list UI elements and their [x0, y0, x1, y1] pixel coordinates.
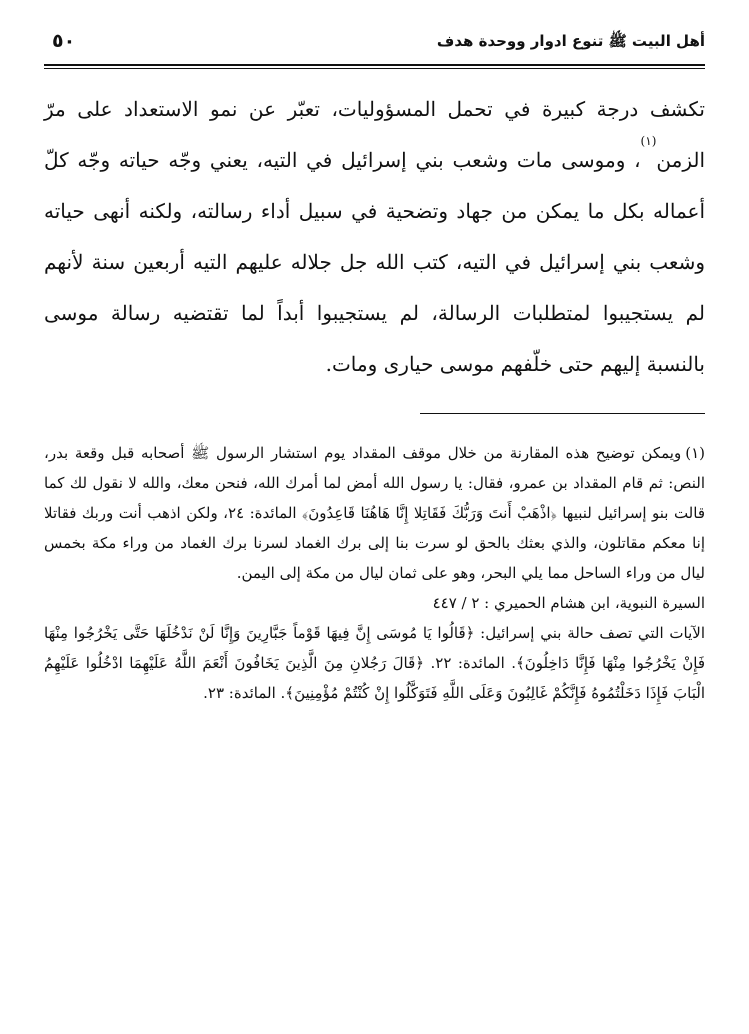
footnote-reference: (١) — [640, 134, 657, 148]
header-rule — [44, 64, 705, 69]
main-text — [44, 84, 705, 390]
footnote-paragraph-2: الآيات التي تصف حالة بني إسرائيل: ﴿قَالُوا يَا مُوسَى إِنَّ فِيهَا قَوْماً جَبَّارِينَ وَإِنَّا لَنْ نَدْخُلَهَا حَتَّى يَخْرُجُوا مِنْهَا فَإِنْ يَخْرُجُوا مِنْهَا فَإِنَّا دَاخِلُونَ﴾. المائدة: ٢٢. ﴿قَالَ رَجُلانِ مِنَ الَّذِينَ يَخَافُونَ أَنْعَمَ اللَّهُ عَلَيْهِمَا ادْخُلُوا عَلَيْهِمُ الْبَابَ فَإِذَا دَخَلْتُمُوهُ فَإِنَّكُمْ غَالِبُونَ وَعَلَى اللَّهِ فَتَوَكَّلُوا إِنْ كُنْتُمْ مُؤْمِنِينَ﴾. المائدة: ٢٣. — [44, 624, 705, 702]
footnote-citation: السيرة النبوية، ابن هشام الحميري : ٢ / ٤٤٧ — [432, 594, 705, 612]
page-number: ٥٠ — [52, 30, 76, 52]
page-header — [44, 30, 705, 64]
running-title: أهل البيت ﷺ تنوع ادوار ووحدة هدف — [436, 32, 705, 50]
main-text-part-1: تكشف درجة كبيرة في تحمل المسؤوليات، تعبّر عن نمو الاستعداد على مرّ الزمن — [44, 97, 705, 172]
main-paragraph — [44, 84, 705, 390]
footnote-marker: (١) — [685, 444, 705, 462]
footnote — [44, 438, 705, 708]
footnote-text-1: ويمكن توضيح هذه المقارنة من خلال موقف المقداد يوم استشار الرسول ﷺ أصحابه قبل وقعة بدر، النص: ثم قام المقداد بن عمرو، فقال: يا رسول الله أمض لما أمرك الله، فنحن معك، والله لا نقول لك كما قالت بنو إسرائيل لنبيها ﴿اذْهَبْ أَنتَ وَرَبُّكَ فَقَاتِلا إِنَّا هَاهُنَا قَاعِدُونَ﴾ المائدة: ٢٤، ولكن اذهب أنت وربك فقاتلا إنا معكم مقاتلون، والذي بعثك بالحق لو سرت بنا إلى برك الغماد لسرنا برك الغماد من وراء مكة بخمس ليال من وراء الساحل مما يلي البحر، وهو على ثمان ليال من مكة إلى اليمن. — [44, 444, 705, 582]
footnote-separator — [420, 413, 705, 414]
main-text-part-2: ، وموسى مات وشعب بني إسرائيل في التيه، يعني وجّه حياته وجّه كلّ أعماله بكل ما يمكن من جهاد وتضحية في سبيل أداء رسالته، ولكنه أنهى حياته وشعب بني إسرائيل في التيه، كتب الله جل جلاله عليهم التيه أربعين سنة لأنهم لم يستجيبوا لمتطلبات الرسالة، لم يستجيبوا أبداً لما تقتضيه رسالة موسى بالنسبة إليهم حتى خلّفهم موسى حيارى ومات. — [44, 148, 705, 376]
footnote-paragraph-1 — [44, 438, 705, 588]
